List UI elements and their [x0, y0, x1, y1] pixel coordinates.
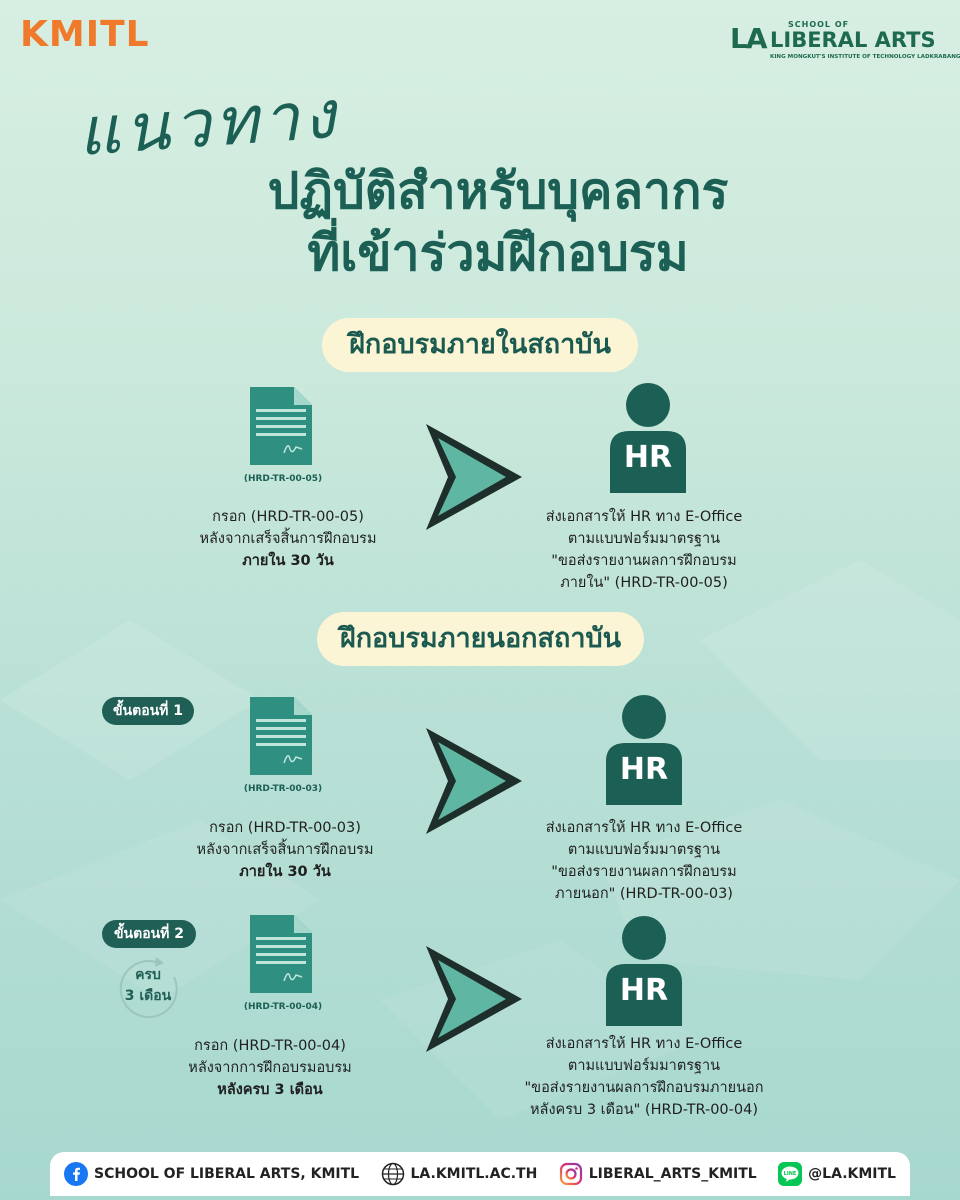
caption-line: ส่งเอกสารให้ HR ทาง E-Office	[545, 820, 743, 836]
doc-code-label: (HRD-TR-00-05)	[243, 474, 323, 484]
caption-line: ตามแบบฟอร์มมาตรฐาน	[567, 531, 721, 547]
footer-instagram[interactable]	[559, 1162, 757, 1186]
caption-line: หลังจากการฝึกอบรมอบรม	[188, 1060, 352, 1076]
doc-code-label: (HRD-TR-00-03)	[243, 784, 323, 794]
line-badge-text: LINE	[783, 1171, 797, 1177]
step2-left-caption	[140, 1035, 400, 1101]
internal-left-caption	[158, 506, 418, 572]
instagram-icon	[559, 1162, 583, 1186]
footer-website[interactable]	[381, 1162, 538, 1186]
la-school-text: SCHOOL OF	[788, 20, 850, 29]
caption-emphasis: ภายใน 30 วัน	[239, 864, 331, 880]
caption-line: หลังจากเสร็จสิ้นการฝึกอบรม	[199, 531, 377, 547]
cycle-line-1: ครบ	[135, 967, 161, 983]
caption-line: "ขอส่งรายงานผลการฝึกอบรม	[551, 864, 737, 880]
hr-label: HR	[619, 752, 669, 787]
facebook-label: SCHOOL OF LIBERAL ARTS, KMITL	[94, 1166, 360, 1182]
doc-code-label: (HRD-TR-00-04)	[243, 1002, 323, 1012]
caption-line: กรอก (HRD-TR-00-03)	[209, 820, 361, 836]
caption-line: "ขอส่งรายงานผลการฝึกอบรม	[551, 553, 737, 569]
caption-emphasis: หลังครบ 3 เดือน	[217, 1082, 323, 1098]
document-icon	[250, 387, 312, 465]
cycle-line-2: 3 เดือน	[124, 988, 172, 1004]
caption-line: หลังครบ 3 เดือน" (HRD-TR-00-04)	[530, 1102, 758, 1118]
footer-bar	[50, 1152, 910, 1196]
internal-right-caption	[504, 506, 784, 594]
caption-line: "ขอส่งรายงานผลการฝึกอบรมภายนอก	[524, 1080, 764, 1096]
step-2-badge: ขั้นตอนที่ 2	[102, 920, 196, 948]
document-icon	[250, 915, 312, 993]
caption-line: ตามแบบฟอร์มมาตรฐาน	[567, 842, 721, 858]
step-1-badge: ขั้นตอนที่ 1	[102, 697, 194, 725]
caption-line: ตามแบบฟอร์มมาตรฐาน	[567, 1058, 721, 1074]
script-title: แนวทาง	[75, 75, 342, 171]
caption-line: ส่งเอกสารให้ HR ทาง E-Office	[545, 509, 743, 525]
internal-heading-pill: ฝึกอบรมภายในสถาบัน	[322, 318, 638, 372]
facebook-icon	[64, 1162, 88, 1186]
hr-label: HR	[619, 973, 669, 1008]
kmitl-logo: KMITL	[20, 14, 150, 55]
step2-right-caption	[494, 1033, 794, 1121]
caption-line: ภายใน" (HRD-TR-00-05)	[560, 575, 728, 591]
footer-facebook[interactable]	[64, 1162, 359, 1186]
hr-person-icon	[602, 695, 686, 805]
step1-left-caption	[155, 817, 415, 883]
line-label: @LA.KMITL	[808, 1166, 896, 1182]
footer-line[interactable]	[778, 1162, 896, 1186]
caption-line: หลังจากเสร็จสิ้นการฝึกอบรม	[196, 842, 374, 858]
la-logo-mark: LA	[730, 22, 766, 55]
globe-icon	[381, 1162, 405, 1186]
hr-person-icon	[606, 383, 690, 493]
line-app-icon	[778, 1162, 802, 1186]
title-line-2: ที่เข้าร่วมฝึกอบรม	[307, 224, 689, 282]
page-title	[218, 160, 778, 284]
la-name-text: LIBERAL ARTS	[770, 28, 936, 52]
caption-emphasis: ภายใน 30 วัน	[242, 553, 334, 569]
caption-line: ส่งเอกสารให้ HR ทาง E-Office	[545, 1036, 743, 1052]
caption-line: กรอก (HRD-TR-00-04)	[194, 1038, 346, 1054]
caption-line: ภายนอก" (HRD-TR-00-03)	[555, 886, 733, 902]
website-label: LA.KMITL.AC.TH	[410, 1166, 538, 1182]
hr-label: HR	[623, 440, 673, 475]
cycle-label	[116, 965, 180, 1007]
caption-line: กรอก (HRD-TR-00-05)	[212, 509, 364, 525]
la-institute-text: KING MONGKUT'S INSTITUTE OF TECHNOLOGY LADKRABANG	[770, 54, 960, 60]
document-icon	[250, 697, 312, 775]
external-heading-pill: ฝึกอบรมภายนอกสถาบัน	[317, 612, 644, 666]
hr-person-icon	[602, 916, 686, 1026]
instagram-label: LIBERAL_ARTS_KMITL	[588, 1166, 757, 1182]
liberal-arts-logo	[730, 20, 960, 72]
step1-right-caption	[504, 817, 784, 905]
title-line-1: ปฏิบัติสำหรับบุคลากร	[267, 162, 729, 220]
